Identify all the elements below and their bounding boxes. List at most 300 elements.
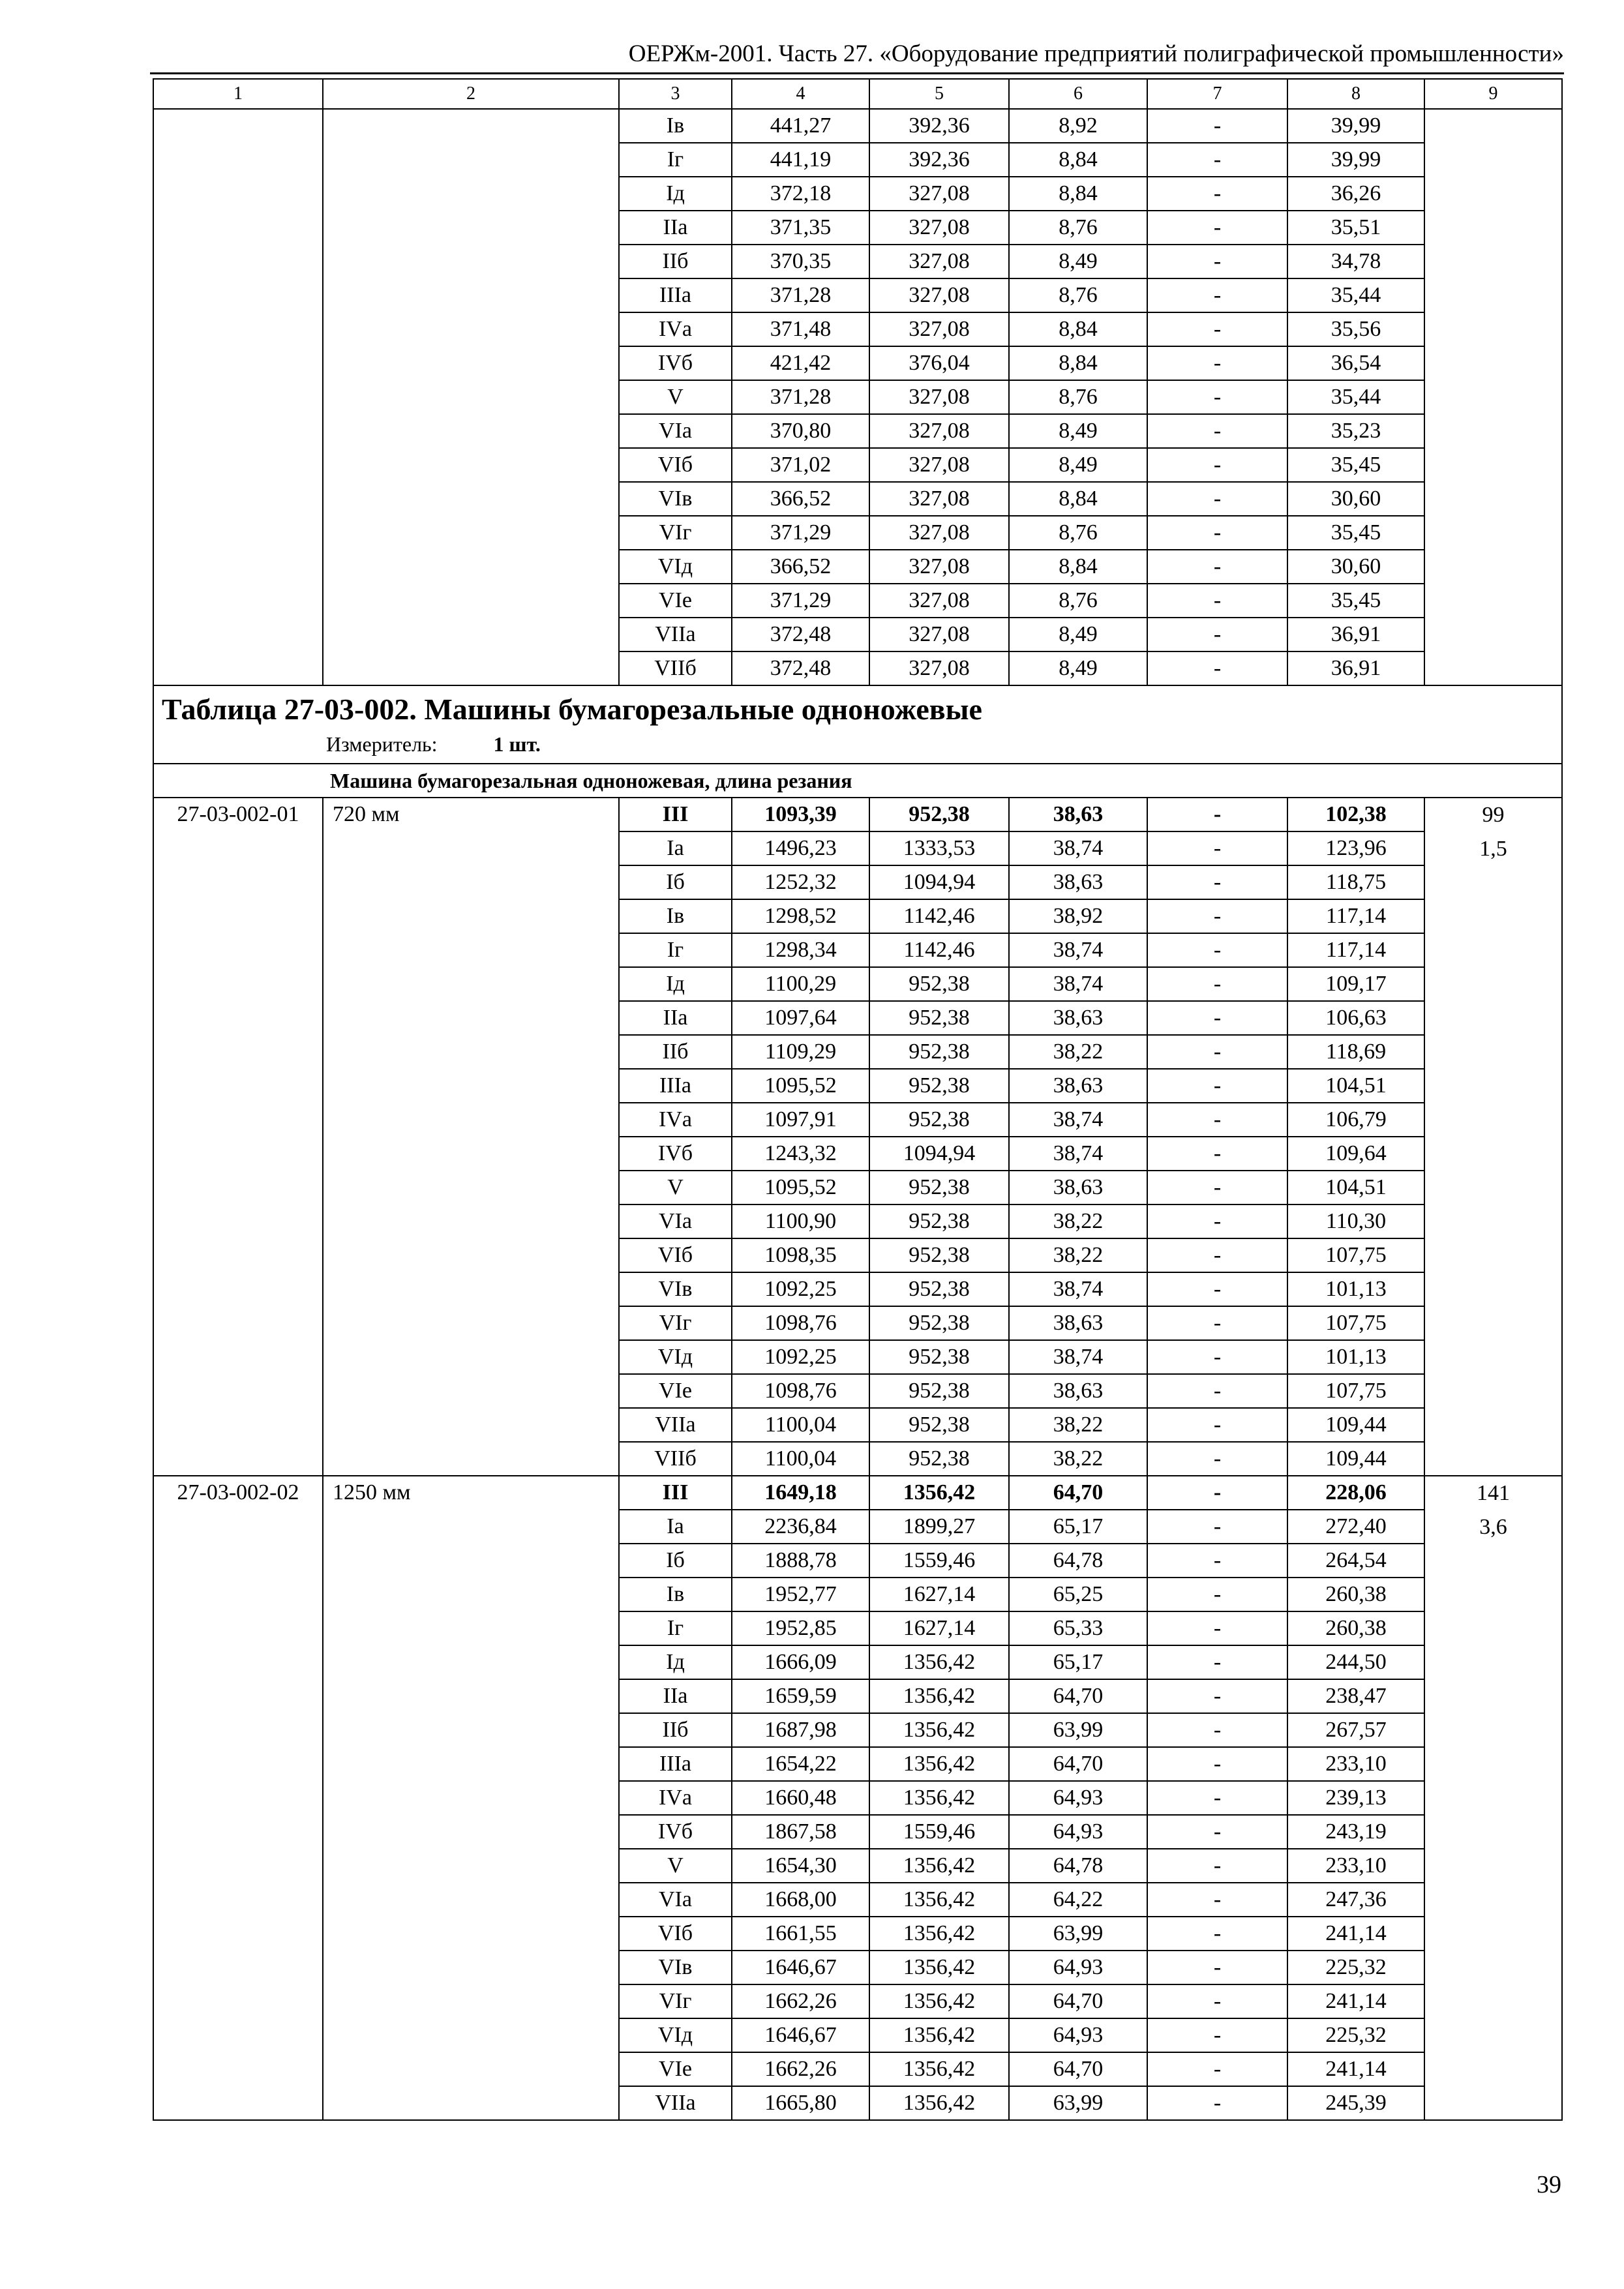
table-cell: VIд [619, 2018, 732, 2052]
table-cell: - [1147, 899, 1287, 933]
table-cell: 1665,80 [732, 2086, 869, 2120]
table-cell: 327,08 [869, 448, 1009, 482]
table-cell: 101,13 [1287, 1272, 1424, 1306]
extra-cell [1424, 798, 1562, 1476]
table-cell: 38,22 [1009, 1238, 1147, 1272]
table-cell: 1095,52 [732, 1069, 869, 1103]
code-cell [153, 109, 323, 685]
table-cell: 327,08 [869, 618, 1009, 651]
table-cell: 1356,42 [869, 1645, 1009, 1679]
table-cell: - [1147, 1340, 1287, 1374]
table-cell: VIа [619, 414, 732, 448]
table-cell: IIIа [619, 1747, 732, 1781]
table-cell: 370,35 [732, 245, 869, 278]
table-cell: 107,75 [1287, 1306, 1424, 1340]
table-cell: 1252,32 [732, 865, 869, 899]
table-cell: 8,84 [1009, 312, 1147, 346]
table-cell: 952,38 [869, 1001, 1009, 1035]
table-cell: 327,08 [869, 278, 1009, 312]
table-cell: 952,38 [869, 1272, 1009, 1306]
extra-value: 141 [1477, 1481, 1510, 1505]
table-cell: - [1147, 1679, 1287, 1713]
table-cell: 8,76 [1009, 584, 1147, 618]
table-cell: 952,38 [869, 1306, 1009, 1340]
table-cell: 1659,59 [732, 1679, 869, 1713]
table-cell: 1952,77 [732, 1578, 869, 1611]
table-cell: 35,45 [1287, 448, 1424, 482]
table-cell: 952,38 [869, 967, 1009, 1001]
table-cell: - [1147, 1951, 1287, 1984]
table-cell: 35,45 [1287, 584, 1424, 618]
table-cell: V [619, 380, 732, 414]
table-cell: 238,47 [1287, 1679, 1424, 1713]
table-cell: 36,54 [1287, 346, 1424, 380]
table-cell: - [1147, 1204, 1287, 1238]
table-cell: - [1147, 651, 1287, 685]
table-cell: 441,27 [732, 109, 869, 143]
table-cell: 1356,42 [869, 1883, 1009, 1917]
table-cell: 372,48 [732, 618, 869, 651]
table-cell: 38,63 [1009, 1374, 1147, 1408]
table-title: Таблица 27-03-002. Машины бумагорезальные одноножевые [162, 693, 982, 726]
running-header: ОЕРЖм-2001. Часть 27. «Оборудование предприятий полиграфической промышленности» [628, 40, 1564, 67]
header-rule [150, 72, 1564, 74]
table-cell: VIIа [619, 1408, 732, 1442]
table-cell: - [1147, 245, 1287, 278]
table-cell: 8,84 [1009, 346, 1147, 380]
table-cell: 117,14 [1287, 933, 1424, 967]
table-cell: 63,99 [1009, 1713, 1147, 1747]
table-cell: 371,02 [732, 448, 869, 482]
table-cell: 102,38 [1287, 798, 1424, 831]
table-cell: 366,52 [732, 550, 869, 584]
table-cell: 64,78 [1009, 1544, 1147, 1578]
page-number: 39 [1537, 2171, 1561, 2198]
table-cell: - [1147, 865, 1287, 899]
table-cell: - [1147, 2018, 1287, 2052]
table-cell: 118,75 [1287, 865, 1424, 899]
name-cell [323, 109, 619, 685]
table-cell: 8,84 [1009, 550, 1147, 584]
table-cell: - [1147, 1476, 1287, 1510]
table-cell: 8,76 [1009, 278, 1147, 312]
table-cell: VIе [619, 1374, 732, 1408]
table-cell: 228,06 [1287, 1476, 1424, 1510]
table-cell: 327,08 [869, 312, 1009, 346]
measure-line [162, 729, 1559, 759]
table-cell: VIг [619, 516, 732, 550]
table-cell: 1646,67 [732, 2018, 869, 2052]
table-cell: VIб [619, 448, 732, 482]
table-cell: 1356,42 [869, 2018, 1009, 2052]
table-cell: 64,70 [1009, 1984, 1147, 2018]
table-cell: 8,76 [1009, 211, 1147, 245]
table-cell: 1100,04 [732, 1442, 869, 1476]
table-cell: 36,91 [1287, 651, 1424, 685]
table-cell: - [1147, 1578, 1287, 1611]
table-cell: 38,63 [1009, 1001, 1147, 1035]
table-cell: - [1147, 1747, 1287, 1781]
table-cell: 1496,23 [732, 831, 869, 865]
table-cell: - [1147, 177, 1287, 211]
table-cell: 35,23 [1287, 414, 1424, 448]
table-cell: VIа [619, 1204, 732, 1238]
table-cell: - [1147, 109, 1287, 143]
table-cell: 1095,52 [732, 1171, 869, 1204]
table-cell: 101,13 [1287, 1340, 1424, 1374]
table-cell: 327,08 [869, 245, 1009, 278]
table-cell: 225,32 [1287, 1951, 1424, 1984]
table-cell: 35,56 [1287, 312, 1424, 346]
table-cell: VIе [619, 2052, 732, 2086]
table-cell: IIа [619, 211, 732, 245]
table-cell: 38,63 [1009, 1306, 1147, 1340]
table-cell: 1356,42 [869, 2086, 1009, 2120]
table-cell: 38,74 [1009, 933, 1147, 967]
table-cell: 118,69 [1287, 1035, 1424, 1069]
table-cell: 952,38 [869, 1442, 1009, 1476]
table-cell: 1687,98 [732, 1713, 869, 1747]
table-cell: 392,36 [869, 143, 1009, 177]
table-cell: 8,49 [1009, 448, 1147, 482]
table-cell: IIIа [619, 1069, 732, 1103]
table-cell: Iб [619, 1544, 732, 1578]
table-cell: - [1147, 1035, 1287, 1069]
table-cell: - [1147, 2052, 1287, 2086]
table-cell: 38,63 [1009, 1069, 1147, 1103]
table-cell: 1646,67 [732, 1951, 869, 1984]
table-cell: 1100,04 [732, 1408, 869, 1442]
table-cell: 952,38 [869, 1374, 1009, 1408]
table-cell: VIв [619, 1951, 732, 1984]
table-cell: 1662,26 [732, 1984, 869, 2018]
table-cell: 247,36 [1287, 1883, 1424, 1917]
table-cell: 264,54 [1287, 1544, 1424, 1578]
table-row [153, 1476, 1562, 1510]
table-cell: 952,38 [869, 1069, 1009, 1103]
table-cell: 110,30 [1287, 1204, 1424, 1238]
table-cell: 8,84 [1009, 143, 1147, 177]
table-cell: 38,74 [1009, 1340, 1147, 1374]
table-cell: 1333,53 [869, 831, 1009, 865]
table-cell: 35,44 [1287, 380, 1424, 414]
table-cell: 1093,39 [732, 798, 869, 831]
table-cell: IVб [619, 1137, 732, 1171]
table-cell: 392,36 [869, 109, 1009, 143]
table-cell: 109,44 [1287, 1442, 1424, 1476]
table-cell: 104,51 [1287, 1069, 1424, 1103]
table-cell: IVа [619, 312, 732, 346]
column-number: 8 [1287, 79, 1424, 109]
measure-label: Измеритель: [326, 732, 438, 756]
table-cell: III [619, 798, 732, 831]
table-cell: 441,19 [732, 143, 869, 177]
table-cell: 327,08 [869, 651, 1009, 685]
table-cell: 1559,46 [869, 1544, 1009, 1578]
table-cell: 239,13 [1287, 1781, 1424, 1815]
table-cell: - [1147, 211, 1287, 245]
table-cell: 65,33 [1009, 1611, 1147, 1645]
table-cell: 39,99 [1287, 143, 1424, 177]
table-cell: Iд [619, 967, 732, 1001]
table-cell: - [1147, 1815, 1287, 1849]
table-cell: 8,84 [1009, 482, 1147, 516]
table-cell: 952,38 [869, 1408, 1009, 1442]
table-cell: - [1147, 380, 1287, 414]
table-cell: 123,96 [1287, 831, 1424, 865]
table-cell: 64,70 [1009, 1476, 1147, 1510]
table-cell: 35,51 [1287, 211, 1424, 245]
table-cell: VIг [619, 1984, 732, 2018]
table-cell: 372,48 [732, 651, 869, 685]
table-cell: 107,75 [1287, 1374, 1424, 1408]
table-cell: VIб [619, 1238, 732, 1272]
table-cell: - [1147, 1238, 1287, 1272]
column-number: 2 [323, 79, 619, 109]
table-cell: 260,38 [1287, 1611, 1424, 1645]
table-cell: - [1147, 1984, 1287, 2018]
table-cell: 65,25 [1009, 1578, 1147, 1611]
table-cell: - [1147, 618, 1287, 651]
table-cell: VIIа [619, 2086, 732, 2120]
extra-value: 1,5 [1479, 837, 1507, 861]
table-cell: 34,78 [1287, 245, 1424, 278]
table-cell: 327,08 [869, 380, 1009, 414]
table-cell: 371,35 [732, 211, 869, 245]
table-cell: - [1147, 584, 1287, 618]
table-cell: 1142,46 [869, 933, 1009, 967]
table-cell: - [1147, 1306, 1287, 1340]
table-cell: 8,49 [1009, 618, 1147, 651]
table-cell: 267,57 [1287, 1713, 1424, 1747]
table-cell: 109,64 [1287, 1137, 1424, 1171]
column-number: 3 [619, 79, 732, 109]
extra-cell [1424, 109, 1562, 685]
table-cell: 35,44 [1287, 278, 1424, 312]
table-cell: VIIб [619, 651, 732, 685]
table-cell: 36,26 [1287, 177, 1424, 211]
table-cell: 952,38 [869, 1103, 1009, 1137]
table-cell: VIб [619, 1917, 732, 1951]
code-cell: 27-03-002-02 [153, 1476, 323, 2120]
table-cell: 1356,42 [869, 1679, 1009, 1713]
table-cell: 327,08 [869, 584, 1009, 618]
table-cell: 1109,29 [732, 1035, 869, 1069]
table-cell: 38,22 [1009, 1204, 1147, 1238]
table-cell: 64,70 [1009, 1747, 1147, 1781]
table-cell: - [1147, 278, 1287, 312]
column-number-row [153, 79, 1562, 109]
table-cell: 1654,30 [732, 1849, 869, 1883]
table-cell: 952,38 [869, 1238, 1009, 1272]
table-cell: - [1147, 1137, 1287, 1171]
table-cell: IVа [619, 1781, 732, 1815]
table-cell: - [1147, 1611, 1287, 1645]
table-cell: - [1147, 448, 1287, 482]
table-cell: Iв [619, 1578, 732, 1611]
table-cell: 1100,29 [732, 967, 869, 1001]
table-cell: 952,38 [869, 1204, 1009, 1238]
table-cell: 952,38 [869, 1340, 1009, 1374]
table-cell: 1356,42 [869, 1917, 1009, 1951]
table-cell: 327,08 [869, 177, 1009, 211]
table-cell: 243,19 [1287, 1815, 1424, 1849]
table-cell: - [1147, 1544, 1287, 1578]
table-cell: 106,63 [1287, 1001, 1424, 1035]
table-cell: Iг [619, 933, 732, 967]
table-cell: - [1147, 1103, 1287, 1137]
table-cell: 1356,42 [869, 1713, 1009, 1747]
table-cell: - [1147, 1645, 1287, 1679]
table-cell: 64,70 [1009, 1679, 1147, 1713]
section-row [153, 764, 1562, 798]
table-cell: 38,22 [1009, 1035, 1147, 1069]
table-cell: 1094,94 [869, 1137, 1009, 1171]
table-cell: 1356,42 [869, 1476, 1009, 1510]
table-cell: VIд [619, 1340, 732, 1374]
table-cell: 245,39 [1287, 2086, 1424, 2120]
table-cell: 64,93 [1009, 1815, 1147, 1849]
table-cell: 366,52 [732, 482, 869, 516]
table-cell: 30,60 [1287, 550, 1424, 584]
table-cell: 64,22 [1009, 1883, 1147, 1917]
table-cell: 1654,22 [732, 1747, 869, 1781]
table-cell: - [1147, 312, 1287, 346]
table-cell: 64,78 [1009, 1849, 1147, 1883]
table-cell: - [1147, 482, 1287, 516]
table-cell: 1092,25 [732, 1272, 869, 1306]
table-cell: 65,17 [1009, 1510, 1147, 1544]
table-cell: Iв [619, 899, 732, 933]
table-cell: 327,08 [869, 550, 1009, 584]
table-cell: - [1147, 1069, 1287, 1103]
column-number: 9 [1424, 79, 1562, 109]
table-title-row [153, 685, 1562, 764]
table-cell: - [1147, 967, 1287, 1001]
column-number: 4 [732, 79, 869, 109]
column-number: 6 [1009, 79, 1147, 109]
table-cell: 1097,91 [732, 1103, 869, 1137]
table-cell: 952,38 [869, 798, 1009, 831]
table-cell: 1356,42 [869, 1849, 1009, 1883]
table-cell: 1098,35 [732, 1238, 869, 1272]
table-cell: 38,92 [1009, 899, 1147, 933]
table-cell: 241,14 [1287, 2052, 1424, 2086]
table-cell: 63,99 [1009, 1917, 1147, 1951]
table-cell: 2236,84 [732, 1510, 869, 1544]
table-cell: VIв [619, 1272, 732, 1306]
table-cell: 109,44 [1287, 1408, 1424, 1442]
table-cell: 1243,32 [732, 1137, 869, 1171]
table-cell: - [1147, 1408, 1287, 1442]
table-cell: - [1147, 1272, 1287, 1306]
table-cell: IIа [619, 1679, 732, 1713]
column-number: 7 [1147, 79, 1287, 109]
table-cell: 371,29 [732, 584, 869, 618]
table-cell: 64,93 [1009, 1951, 1147, 1984]
table-cell: IIб [619, 1713, 732, 1747]
table-cell: 327,08 [869, 414, 1009, 448]
table-cell: 1888,78 [732, 1544, 869, 1578]
column-number: 1 [153, 79, 323, 109]
table-cell: III [619, 1476, 732, 1510]
table-cell: 1661,55 [732, 1917, 869, 1951]
table-cell: 327,08 [869, 211, 1009, 245]
table-cell: 107,75 [1287, 1238, 1424, 1272]
table-cell: VIг [619, 1306, 732, 1340]
table-cell: 104,51 [1287, 1171, 1424, 1204]
table-row [153, 798, 1562, 831]
table-cell: 106,79 [1287, 1103, 1424, 1137]
table-cell: 1666,09 [732, 1645, 869, 1679]
table-cell: 272,40 [1287, 1510, 1424, 1544]
table-cell: 1098,76 [732, 1306, 869, 1340]
table-cell: 1649,18 [732, 1476, 869, 1510]
table-cell: VIв [619, 482, 732, 516]
table-cell: 64,93 [1009, 1781, 1147, 1815]
table-cell: IIа [619, 1001, 732, 1035]
table-cell: 372,18 [732, 177, 869, 211]
table-cell: 371,28 [732, 278, 869, 312]
table-cell: VIIб [619, 1442, 732, 1476]
table-cell: 8,49 [1009, 414, 1147, 448]
table-cell: 327,08 [869, 516, 1009, 550]
table-cell: 1094,94 [869, 865, 1009, 899]
table-cell: 38,74 [1009, 967, 1147, 1001]
table-cell: 1668,00 [732, 1883, 869, 1917]
table-cell: - [1147, 1781, 1287, 1815]
table-cell: - [1147, 1917, 1287, 1951]
table-cell: 1356,42 [869, 1984, 1009, 2018]
table-cell: 64,70 [1009, 2052, 1147, 2086]
section-title: Машина бумагорезальная одноножевая, длина резания [153, 764, 1562, 798]
table-cell: 952,38 [869, 1035, 1009, 1069]
table-cell: 1092,25 [732, 1340, 869, 1374]
table-cell: Iа [619, 1510, 732, 1544]
table-cell: Iб [619, 865, 732, 899]
table-cell: 38,22 [1009, 1408, 1147, 1442]
table-cell: 371,28 [732, 380, 869, 414]
table-cell: 1298,34 [732, 933, 869, 967]
table-cell: VIд [619, 550, 732, 584]
table-cell: 63,99 [1009, 2086, 1147, 2120]
table-cell: 39,99 [1287, 109, 1424, 143]
table-cell: IIб [619, 245, 732, 278]
table-row [153, 109, 1562, 143]
table-cell: 1867,58 [732, 1815, 869, 1849]
table-cell: 8,84 [1009, 177, 1147, 211]
table-cell: VIе [619, 584, 732, 618]
table-cell: 64,93 [1009, 2018, 1147, 2052]
table-cell: 233,10 [1287, 1849, 1424, 1883]
column-number: 5 [869, 79, 1009, 109]
table-cell: 1952,85 [732, 1611, 869, 1645]
table-cell: 8,49 [1009, 245, 1147, 278]
extra-cell [1424, 1476, 1562, 2120]
table-cell: - [1147, 933, 1287, 967]
table-cell: 241,14 [1287, 1984, 1424, 2018]
table-cell: - [1147, 550, 1287, 584]
table-cell: IIIа [619, 278, 732, 312]
table-title-cell [153, 685, 1562, 764]
table-cell: 8,49 [1009, 651, 1147, 685]
table-cell: - [1147, 516, 1287, 550]
table-cell: 1142,46 [869, 899, 1009, 933]
table-cell: 8,92 [1009, 109, 1147, 143]
table-cell: 371,29 [732, 516, 869, 550]
table-cell: 1627,14 [869, 1611, 1009, 1645]
table-cell: Iд [619, 1645, 732, 1679]
